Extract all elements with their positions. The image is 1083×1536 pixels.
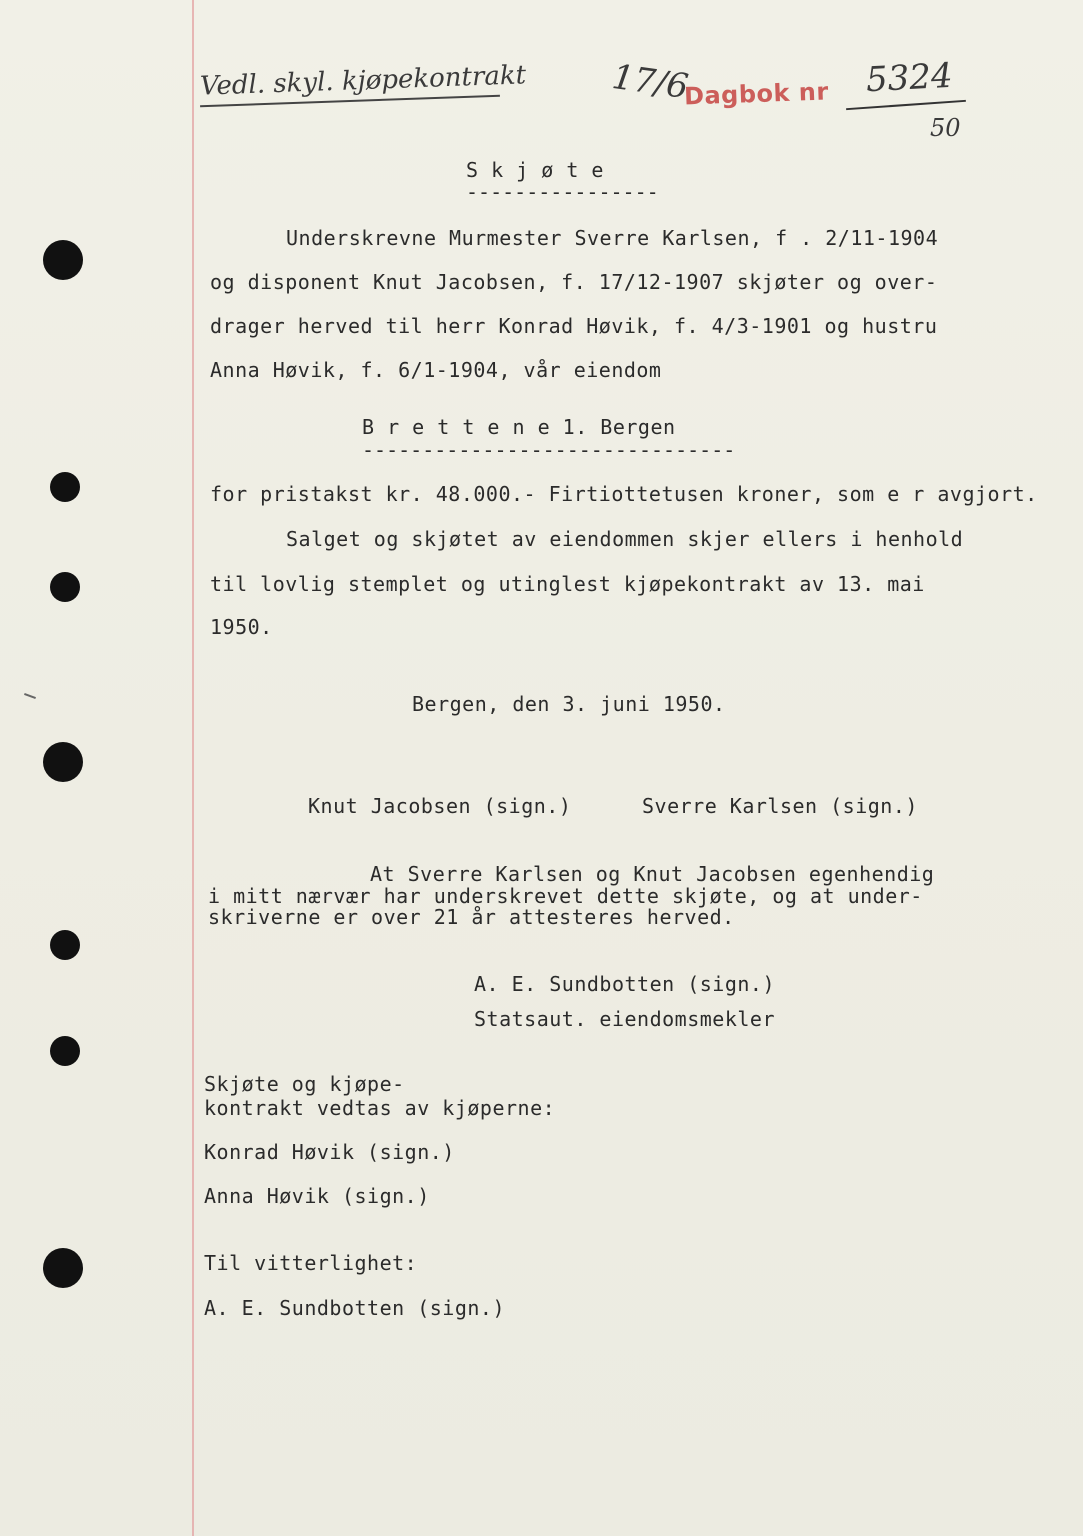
punch-hole	[43, 742, 83, 782]
paragraph-line: Salget og skjøtet av eiendommen skjer ellers i henhold	[286, 527, 964, 551]
attestation-line: i mitt nærvær har underskrevet dette skjøte, og at under-	[208, 884, 923, 908]
paragraph-line: Underskrevne Murmester Sverre Karlsen, f . 2/11-1904	[286, 226, 939, 250]
price-line: for pristakst kr. 48.000.- Firtiottetusen kroner, som e r avgjort.	[210, 482, 1038, 506]
punch-hole	[43, 240, 83, 280]
paragraph-line: drager herved til herr Konrad Høvik, f. 4/3-1901 og hustru	[210, 314, 938, 338]
dagbok-stamp: Dagbok nr	[683, 77, 830, 111]
punch-hole	[50, 472, 80, 502]
signature-right: Sverre Karlsen (sign.)	[642, 794, 918, 818]
broker-name: A. E. Sundbotten (sign.)	[474, 972, 775, 996]
margin-rule	[192, 0, 194, 1536]
title-underline: ----------------	[466, 180, 659, 204]
document-title: S k j ø t e	[466, 158, 604, 182]
broker-title: Statsaut. eiendomsmekler	[474, 1007, 775, 1031]
paragraph-line: Anna Høvik, f. 6/1-1904, vår eiendom	[210, 358, 662, 382]
entry-number-underline	[846, 100, 966, 110]
entry-number: 5324	[865, 55, 954, 101]
scan-mark	[24, 693, 36, 699]
signature-left: Knut Jacobsen (sign.)	[308, 794, 572, 818]
handwritten-note: Vedl. skyl. kjøpekontrakt	[199, 60, 527, 102]
witness-label: Til vitterlighet:	[204, 1251, 418, 1275]
punch-hole	[50, 930, 80, 960]
place-date: Bergen, den 3. juni 1950.	[412, 692, 726, 716]
handwritten-year: 50	[930, 114, 961, 142]
punch-hole	[43, 1248, 83, 1288]
paragraph-line: 1950.	[210, 615, 273, 639]
property-name: B r e t t e n e 1. Bergen	[362, 415, 676, 439]
punch-hole	[50, 1036, 80, 1066]
paragraph-line: til lovlig stemplet og utinglest kjøpekontrakt av 13. mai	[210, 572, 925, 596]
property-underline: -------------------------------	[362, 438, 736, 462]
acceptance-line: Skjøte og kjøpe-	[204, 1072, 405, 1096]
punch-hole	[50, 572, 80, 602]
attestation-line: At Sverre Karlsen og Knut Jacobsen egenhendig	[370, 862, 935, 886]
buyer-signature: Anna Høvik (sign.)	[204, 1184, 430, 1208]
handwritten-date: 17/6	[609, 56, 691, 108]
acceptance-line: kontrakt vedtas av kjøperne:	[204, 1096, 556, 1120]
witness-signature: A. E. Sundbotten (sign.)	[204, 1296, 505, 1320]
paragraph-line: og disponent Knut Jacobsen, f. 17/12-1907 skjøter og over-	[210, 270, 938, 294]
buyer-signature: Konrad Høvik (sign.)	[204, 1140, 455, 1164]
attestation-line: skriverne er over 21 år attesteres herved.	[208, 905, 735, 929]
